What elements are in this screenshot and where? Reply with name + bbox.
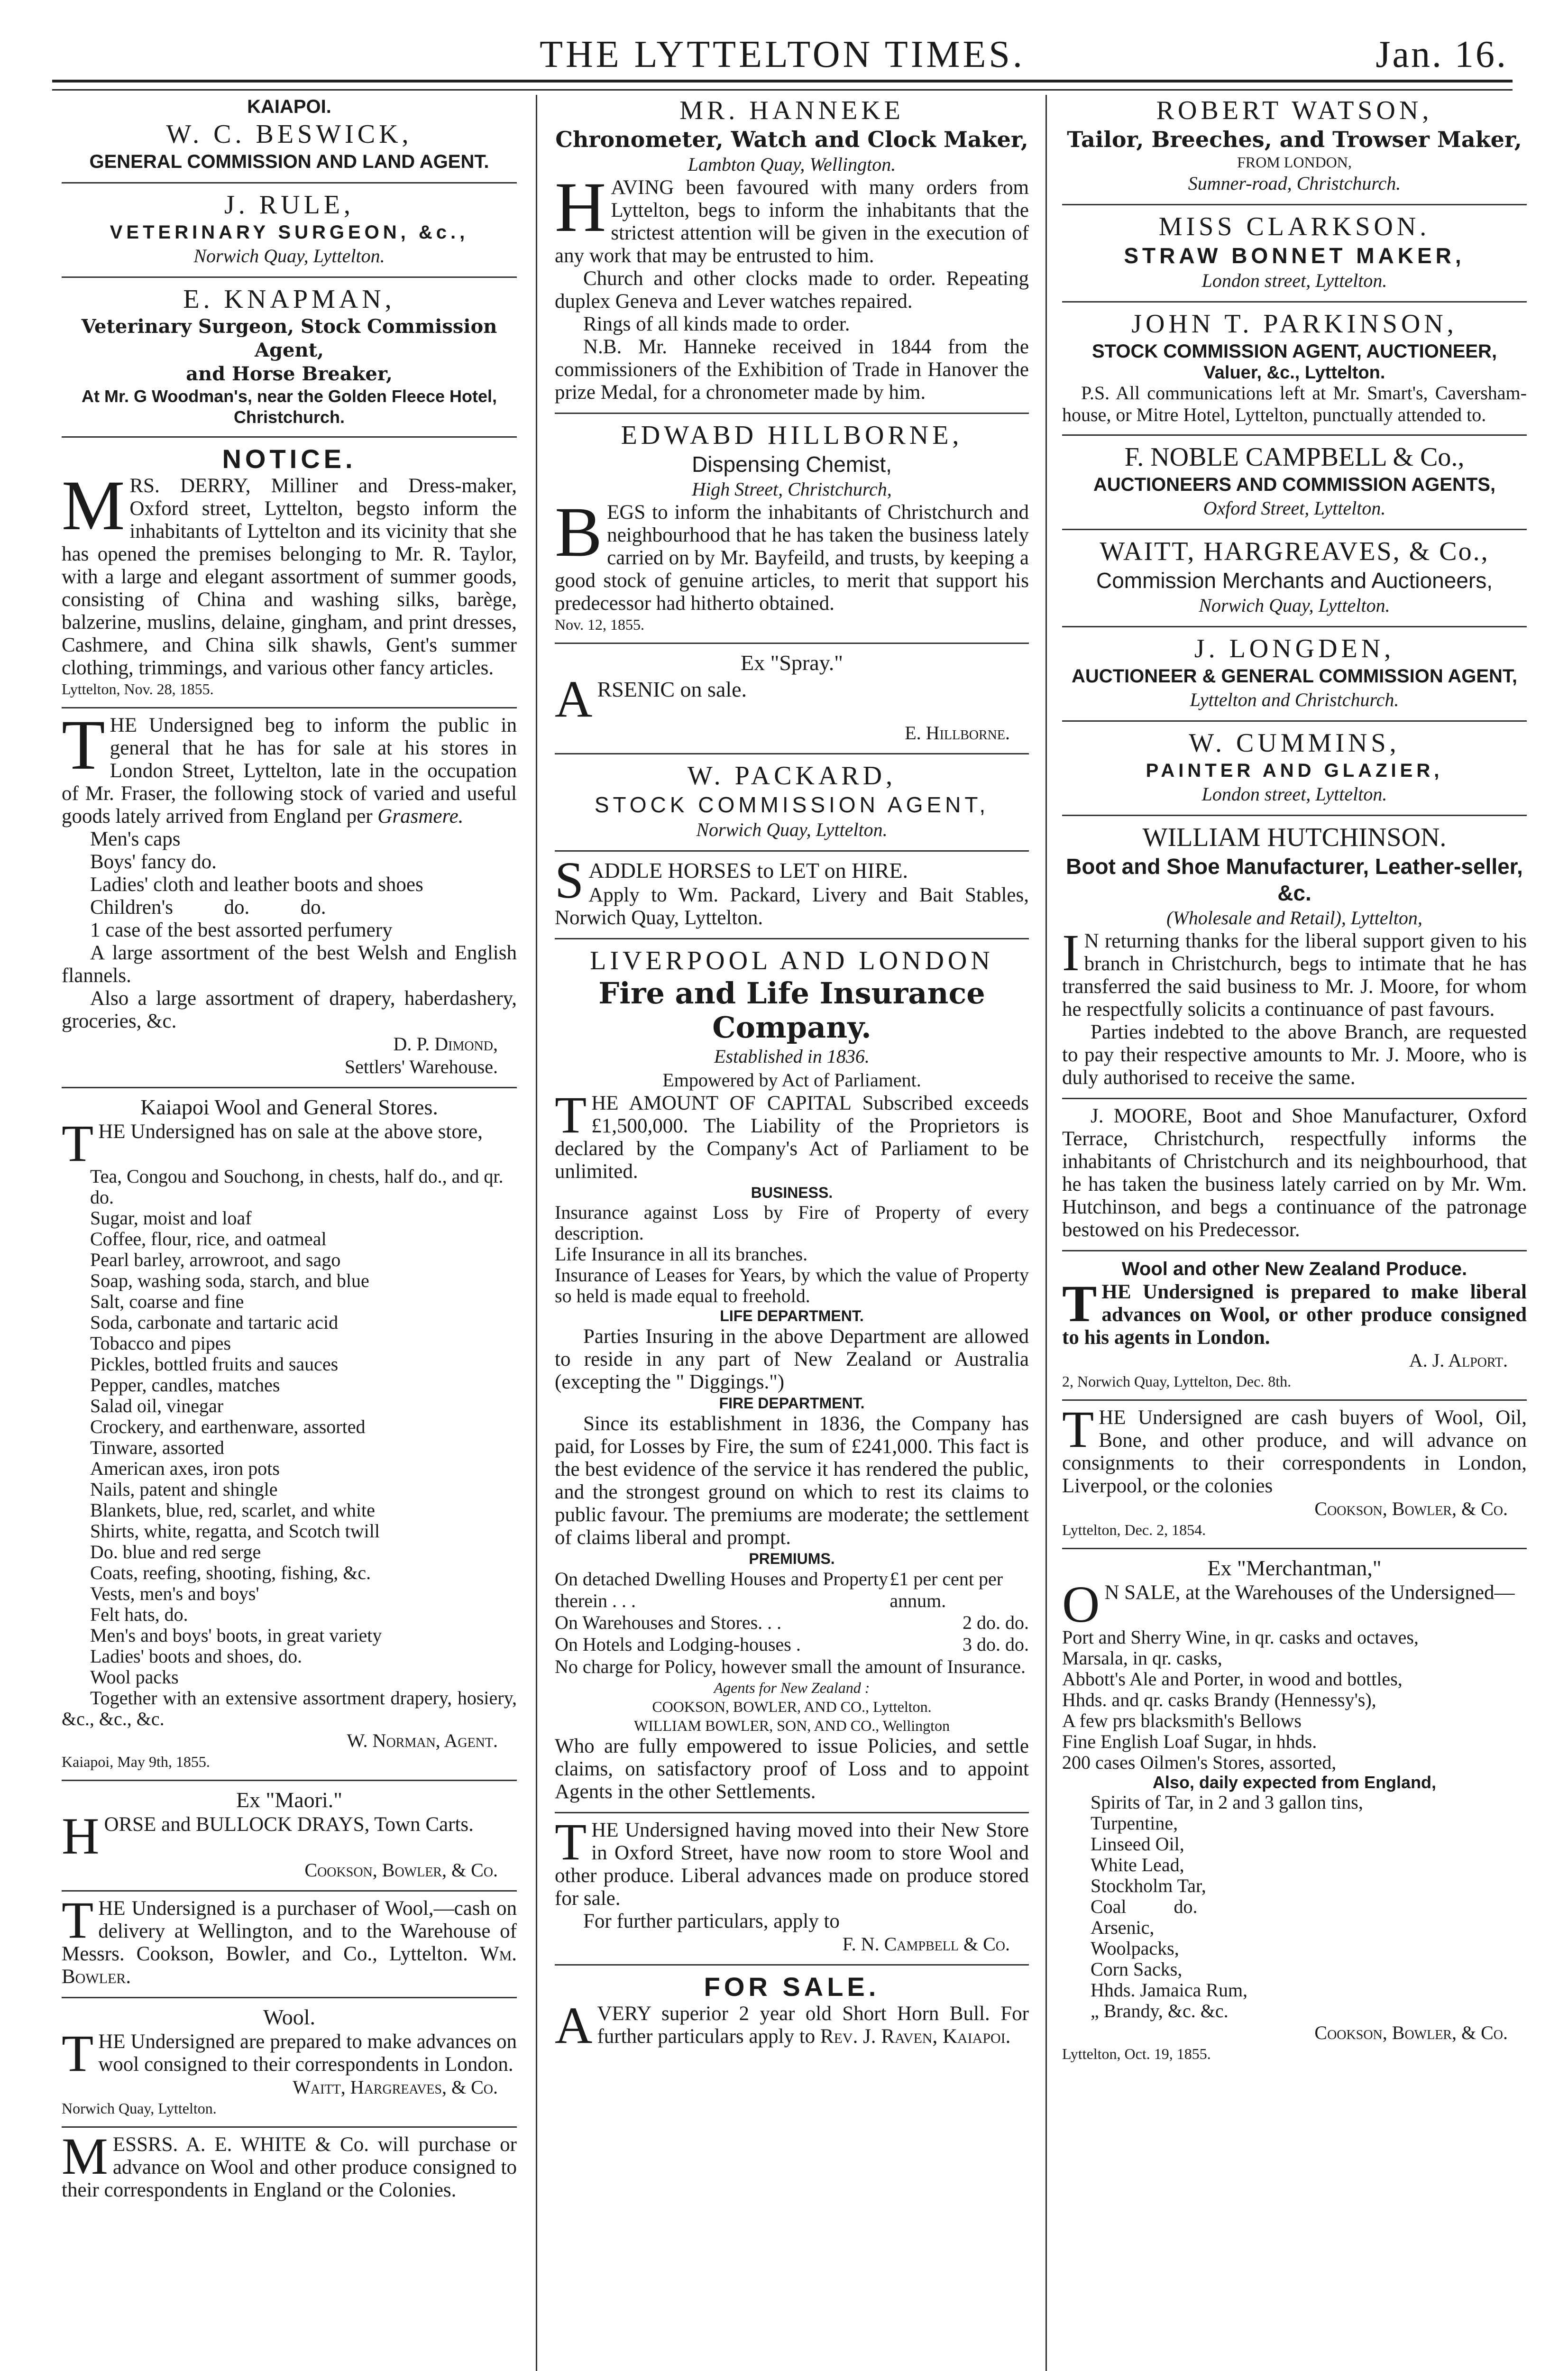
- ad-text: N SALE, at the Warehouses of the Undersigned—: [1104, 1581, 1515, 1604]
- ad-text: Also a large assortment of drapery, haberdashery, groceries, &c.: [62, 987, 517, 1032]
- drop-cap: M: [62, 466, 125, 545]
- advertiser-role: Tailor, Breeches, and Trowser Maker,: [1067, 127, 1522, 152]
- list-item: Turpentine,: [1091, 1812, 1178, 1834]
- drop-cap: A: [555, 1996, 593, 2054]
- list-item: 200 cases Oilmen's Stores, assorted,: [1062, 1752, 1337, 1773]
- drop-cap: T: [62, 2024, 94, 2082]
- ad-title: LIVERPOOL AND LONDON: [590, 946, 994, 975]
- list-item: Corn Sacks,: [1091, 1958, 1183, 1980]
- list-item: Salad oil, vinegar: [90, 1395, 224, 1416]
- ad-title: Ex "Maori.": [236, 1788, 343, 1812]
- list-item: Nails, patent and shingle: [90, 1479, 278, 1500]
- ad-text: Since its establishment in 1836, the Company has paid, for Losses by Fire, the sum of £241,000. This fact is the best evidence of the service it has rendered the public, and the strongest ground on which to rest its claims to public favour. The premiums are moderate; the settlement of claims liberal and prompt.: [555, 1413, 1029, 1549]
- advertiser-role: and Horse Breaker,: [186, 363, 393, 385]
- signature: Cookson, Bowler, & Co.: [1314, 1498, 1508, 1519]
- ad-fn-campbell: [1062, 441, 1527, 520]
- ad-text: ESSRS. A. E. WHITE & Co. will purchase or advance on Wool and other produce consigned to their correspondents in England or the Colonies.: [62, 2133, 517, 2201]
- signature: F. N. Campbell & Co.: [842, 1933, 1010, 1955]
- ad-text: HE Undersigned having moved into their New Store in Oxford Street, have now room to store Wool and other produce. Liberal advances made on produce stored for sale.: [555, 1819, 1029, 1910]
- drop-cap: H: [555, 168, 606, 247]
- list-item: Abbott's Ale and Porter, in wood and bottles,: [1062, 1668, 1403, 1690]
- advertiser-role: Valuer, &c., Lyttelton.: [1203, 363, 1385, 383]
- list-item: Woolpacks,: [1091, 1938, 1179, 1959]
- ad-text: HE Undersigned has on sale at the above store,: [98, 1121, 483, 1143]
- list-item: Soda, carbonate and tartaric acid: [90, 1312, 339, 1333]
- advertiser-name: E. KNAPMAN,: [183, 285, 395, 314]
- ad-text: Apply to Wm. Packard, Livery and Bait Stables, Norwich Quay, Lyttelton.: [555, 884, 1029, 929]
- list-item: Pepper, candles, matches: [90, 1374, 280, 1396]
- list-item: Ladies' boots and shoes, do.: [90, 1645, 303, 1667]
- act-line: Empowered by Act of Parliament.: [662, 1069, 921, 1091]
- advertiser-name: W. C. BESWICK,: [166, 119, 413, 149]
- drop-cap: T: [1062, 1400, 1094, 1458]
- list-item: Felt hats, do.: [90, 1604, 188, 1625]
- signature: W. Norman, Agent.: [347, 1730, 498, 1751]
- advertiser-role: GENERAL COMMISSION AND LAND AGENT.: [89, 151, 489, 172]
- masthead-rule: [52, 80, 1513, 91]
- advertiser-role: STOCK COMMISSION AGENT,: [594, 792, 990, 817]
- premium-rate: £1 per cent per annum.: [889, 1568, 1003, 1611]
- advertiser-role: PAINTER AND GLAZIER,: [1146, 760, 1443, 781]
- list-item: Tinware, assorted: [90, 1437, 224, 1458]
- list-item: Spirits of Tar, in 2 and 3 gallon tins,: [1091, 1792, 1363, 1813]
- advertiser-name: MR. HANNEKE: [679, 96, 904, 125]
- ad-text: A large assortment of the best Welsh and English flannels.: [62, 942, 517, 987]
- advertiser-role: Boot and Shoe Manufacturer, Leather-seller, &c.: [1066, 854, 1523, 905]
- ad-hillborne: [555, 420, 1029, 634]
- advertiser-name: WAITT, HARGREAVES, & Co.,: [1100, 537, 1489, 566]
- ad-packard: [555, 760, 1029, 842]
- ad-text: P.S. All communications left at Mr. Smart's, Caversham-house, or Mitre Hotel, Lyttelton, punctually attended to.: [1062, 382, 1527, 425]
- ad-text: EGS to inform the inhabitants of Christchurch and neighbourhood that he has taken the business lately carried on by Mr. Bayfeild, and trusts, by keeping a good stock of genuine articles, to merit that support his predecessor had hitherto obtained.: [555, 501, 1029, 615]
- drop-cap: T: [62, 1114, 94, 1172]
- list-item: Marsala, in qr. casks,: [1062, 1647, 1222, 1669]
- list-item: Hhds. and qr. casks Brandy (Hennessy's),: [1062, 1689, 1376, 1710]
- column-2: [555, 95, 1029, 2371]
- list-item: Tobacco and pipes: [90, 1333, 231, 1354]
- ad-for-sale: [555, 1971, 1029, 2054]
- advertiser-name: JOHN T. PARKINSON,: [1131, 309, 1458, 339]
- advertiser-role: STRAW BONNET MAKER,: [1124, 243, 1465, 268]
- address: Norwich Quay, Lyttelton.: [62, 2100, 217, 2117]
- list-item: Coats, reefing, shooting, fishing, &c.: [90, 1562, 371, 1583]
- ad-text: For further particulars, apply to: [583, 1910, 840, 1932]
- ad-text: N returning thanks for the liberal support given to his branch in Christchurch, begs to intimate that he has transferred the said business to Mr. J. Moore, for whom he respectfully solicits a continuance of past favours.: [1062, 930, 1527, 1020]
- address: Norwich Quay, Lyttelton.: [1199, 595, 1390, 616]
- premium-label: On Warehouses and Stores. . .: [555, 1612, 782, 1633]
- ad-text: Together with an extensive assortment drapery, hosiery, &c., &c., &c.: [62, 1687, 517, 1729]
- ad-text: ORSE and BULLOCK DRAYS, Town Carts.: [104, 1813, 474, 1836]
- drop-cap: T: [62, 1891, 94, 1949]
- ad-beswick: [62, 95, 517, 174]
- ad-derry: [62, 443, 517, 698]
- address: London street, Lyttelton.: [1201, 783, 1387, 805]
- ad-text: No charge for Policy, however small the amount of Insurance.: [555, 1656, 1026, 1677]
- ad-knapman: [62, 284, 517, 428]
- list-item: Vests, men's and boys': [90, 1583, 259, 1604]
- ad-bowler: [62, 1891, 517, 1988]
- column-rule-1: [536, 95, 537, 2371]
- ad-text: Parties indebted to the above Branch, are requested to pay their respective amounts to Mr. J. Moore, who is duly authorised to receive the same.: [1062, 1021, 1527, 1089]
- list-item: Ladies' cloth and leather boots and shoes: [90, 873, 423, 896]
- advertiser-role: AUCTIONEER & GENERAL COMMISSION AGENT,: [1071, 666, 1518, 687]
- ad-date: Lyttelton, Nov. 28, 1855.: [62, 680, 214, 698]
- signature: Wm. Bowler.: [62, 1943, 517, 1988]
- drop-cap: T: [555, 1813, 587, 1871]
- ad-text: HE Undersigned are cash buyers of Wool, Oil, Bone, and other produce, and will advance on consignments to their correspondents in London, Liverpool, or the colonies: [1062, 1406, 1527, 1497]
- signature: E. Hillborne.: [905, 722, 1010, 744]
- advertiser-name: EDWABD HILLBORNE,: [621, 421, 963, 450]
- advertiser-name: W. PACKARD,: [687, 761, 897, 790]
- list-item: Blankets, blue, red, scarlet, and white: [90, 1499, 375, 1521]
- advertiser-name: J. RULE,: [224, 190, 354, 220]
- ad-date: Lyttelton, Dec. 2, 1854.: [1062, 1521, 1206, 1538]
- ad-text: HE AMOUNT OF CAPITAL Subscribed exceeds £1,500,000. The Liability of the Proprietors is declared by the Company's Act of Parliament to be unlimited.: [555, 1092, 1029, 1183]
- list-item: White Lead,: [1091, 1854, 1184, 1875]
- list-item: Linseed Oil,: [1091, 1833, 1184, 1855]
- address: Norwich Quay, Lyttelton.: [696, 819, 888, 840]
- drop-cap: T: [555, 1086, 587, 1144]
- ad-title: Ex "Merchantman,": [1207, 1556, 1382, 1580]
- ad-hutchinson: [1062, 822, 1527, 1089]
- list-item: Children's do. do.: [90, 896, 326, 919]
- agent: WILLIAM BOWLER, SON, AND CO., Wellington: [633, 1717, 950, 1734]
- drop-cap: I: [1062, 924, 1080, 982]
- drop-cap: M: [62, 2127, 108, 2185]
- list-item: Coal do.: [1091, 1896, 1198, 1917]
- list-item: Port and Sherry Wine, in qr. casks and octaves,: [1062, 1627, 1419, 1648]
- list-item: Do. blue and red serge: [90, 1541, 261, 1562]
- advertiser-name: F. NOBLE CAMPBELL & Co.,: [1124, 442, 1465, 472]
- ad-text: HE Undersigned beg to inform the public in general that he has for sale at his stores in London Street, Lyttelton, late in the occupation of Mr. Fraser, the following stock of varied and useful goods lately arrived from England per: [62, 714, 517, 827]
- ad-text: Church and other clocks made to order. Repeating duplex Geneva and Lever watches repaired.: [555, 267, 1029, 312]
- ad-parkinson: [1062, 308, 1527, 426]
- ship-name: Grasmere.: [377, 805, 464, 827]
- ad-wool: [62, 2004, 517, 2118]
- issue-date: Jan. 16.: [1375, 34, 1508, 75]
- drop-cap: O: [1062, 1575, 1100, 1633]
- address: Sumner-road, Christchurch.: [1188, 173, 1401, 194]
- ad-text: Rings of all kinds made to order.: [583, 313, 850, 335]
- address: Lyttelton and Christchurch.: [1190, 689, 1399, 710]
- section-heading: BUSINESS.: [751, 1184, 833, 1201]
- ad-cummins: [1062, 727, 1527, 806]
- address: Oxford Street, Lyttelton.: [1203, 497, 1386, 519]
- ad-text: HE Undersigned is a purchaser of Wool,—cash on delivery at Wellington, and to the Warehouse of Messrs. Cookson, Bowler, and Co., Lyttelton.: [62, 1897, 517, 1965]
- ad-text: HE Undersigned is prepared to make liberal advances on Wool, or other produce consigned to his agents in London.: [1062, 1281, 1527, 1349]
- section-heading: PREMIUMS.: [749, 1550, 835, 1567]
- list-item: Pearl barley, arrowroot, and sago: [90, 1249, 341, 1270]
- list-item: Coffee, flour, rice, and oatmeal: [90, 1228, 327, 1250]
- premium-label: On Hotels and Lodging-houses .: [555, 1634, 801, 1655]
- ad-title: Ex "Spray.": [741, 651, 843, 675]
- advertiser-role: STOCK COMMISSION AGENT, AUCTIONEER,: [1091, 341, 1497, 362]
- signature: A. J. Alport.: [1409, 1350, 1508, 1371]
- drop-cap: B: [555, 493, 603, 571]
- ad-hanneke: [555, 95, 1029, 404]
- list-item: Soap, washing soda, starch, and blue: [90, 1270, 369, 1291]
- ad-title: Kaiapoi Wool and General Stores.: [140, 1095, 438, 1119]
- list-item: Arsenic,: [1091, 1917, 1155, 1938]
- address: Norwich Quay, Lyttelton.: [193, 245, 385, 267]
- list-item: Fine English Loaf Sugar, in hhds.: [1062, 1731, 1317, 1752]
- from-line: FROM LONDON,: [1237, 154, 1352, 171]
- ad-longden: [1062, 633, 1527, 712]
- section-heading: Also, daily expected from England,: [1152, 1773, 1437, 1792]
- ad-text: RS. DERRY, Milliner and Dress-maker, Oxford street, Lyttelton, begsto inform the inhabitants of Lyttelton and its vicinity that she has opened the premises belonging to Mr. R. Taylor, with a large and elegant assortment of summer goods, consisting of China and washing silks, barège, balzerine, muslins, delaine, gingham, and print dresses, Cashmere, and China silk shawls, Gent's summer clothing, trimmings, and various other fancy articles.: [62, 475, 517, 679]
- ad-text: ADDLE HORSES to LET on HIRE.: [588, 858, 908, 882]
- ad-text: Insurance against Loss by Fire of Property of every description.: [555, 1202, 1029, 1244]
- ad-text: HE Undersigned are prepared to make advances on wool consigned to their correspondents in London.: [98, 2031, 517, 2076]
- ad-waitt: [1062, 536, 1527, 617]
- list-item: Hhds. Jamaica Rum,: [1091, 1979, 1248, 2001]
- ad-text: Who are fully empowered to issue Policies, and settle claims, on satisfactory proof of Loss and to appoint Agents in the other Settlements.: [555, 1735, 1029, 1803]
- advertiser-name: MISS CLARKSON.: [1158, 212, 1430, 241]
- list-item: Men's and boys' boots, in great variety: [90, 1625, 382, 1646]
- list-item: Stockholm Tar,: [1091, 1875, 1206, 1896]
- list-item: „ Brandy, &c. &c.: [1091, 2000, 1229, 2022]
- signature: Cookson, Bowler, & Co.: [304, 1859, 498, 1881]
- ad-saddle-horses: [555, 851, 1029, 929]
- ad-alport: [1062, 1257, 1527, 1391]
- place: KAIAPOI.: [247, 96, 331, 117]
- ad-insurance: [555, 945, 1029, 1803]
- ad-rule: [62, 189, 517, 268]
- advertiser-name: ROBERT WATSON,: [1156, 96, 1433, 125]
- ad-title: Wool.: [263, 2005, 315, 2029]
- drop-cap: A: [555, 670, 593, 728]
- drop-cap: S: [555, 851, 584, 909]
- ad-maori: [62, 1787, 517, 1882]
- ad-dimond: [62, 706, 517, 1078]
- advertiser-role: Veterinary Surgeon, Stock Commission Agent,: [81, 315, 497, 361]
- ad-moore: [1062, 1105, 1527, 1241]
- list-item: Pickles, bottled fruits and sauces: [90, 1353, 339, 1375]
- ad-text: RSENIC on sale.: [597, 677, 747, 701]
- newspaper-title: THE LYTTELTON TIMES.: [540, 34, 1025, 75]
- list-item: Shirts, white, regatta, and Scotch twill: [90, 1520, 380, 1542]
- advertiser-name: WILLIAM HUTCHINSON.: [1142, 823, 1447, 852]
- advertiser-role: VETERINARY SURGEON, &c.,: [110, 222, 469, 243]
- company-name: Fire and Life Insurance Company.: [598, 976, 985, 1045]
- ad-date: Lyttelton, Oct. 19, 1855.: [1062, 2045, 1211, 2062]
- ad-title: Wool and other New Zealand Produce.: [1121, 1259, 1467, 1279]
- ad-watson: [1062, 95, 1527, 195]
- ad-text: Parties Insuring in the above Department are allowed to reside in any part of New Zealand or Australia (excepting the " Diggings."): [555, 1325, 1029, 1393]
- ad-white: [62, 2127, 517, 2202]
- advertiser-role: Chronometer, Watch and Clock Maker,: [555, 127, 1028, 152]
- masthead: [52, 28, 1513, 85]
- ad-spray: [555, 650, 1029, 744]
- list-item: Crockery, and earthenware, assorted: [90, 1416, 366, 1437]
- notice-title: NOTICE.: [222, 444, 357, 474]
- agent: COOKSON, BOWLER, AND CO., Lyttelton.: [652, 1698, 932, 1715]
- signature: Settlers' Warehouse.: [344, 1056, 498, 1077]
- advertiser-name: J. LONGDEN,: [1194, 634, 1395, 663]
- list-item: Tea, Congou and Souchong, in chests, half do., and qr. do.: [90, 1166, 504, 1208]
- ad-date: Nov. 12, 1855.: [555, 616, 645, 633]
- list-item: Salt, coarse and fine: [90, 1291, 244, 1312]
- list-item: Boys' fancy do.: [90, 851, 217, 873]
- drop-cap: T: [62, 706, 105, 784]
- advertiser-role: AUCTIONEERS AND COMMISSION AGENTS,: [1093, 474, 1496, 495]
- advertiser-name: W. CUMMINS,: [1189, 728, 1400, 758]
- agents-heading: Agents for New Zealand :: [714, 1679, 870, 1696]
- list-item: American axes, iron pots: [90, 1458, 280, 1479]
- address: High Street, Christchurch,: [692, 478, 892, 500]
- drop-cap: H: [62, 1807, 100, 1865]
- ad-merchantman: [1062, 1555, 1527, 2063]
- ad-text: N.B. Mr. Hanneke received in 1844 from the commissioners of the Exhibition of Trade in Hanover the prize Medal, for a chronometer made by him.: [555, 336, 1029, 404]
- ad-text: VERY superior 2 year old Short Horn Bull. For further particulars apply to: [597, 2003, 1029, 2048]
- address: London street, Lyttelton.: [1201, 270, 1387, 291]
- section-heading: FIRE DEPARTMENT.: [719, 1395, 865, 1412]
- list-item: Wool packs: [90, 1666, 179, 1688]
- column-1: [62, 95, 517, 2371]
- signature: D. P. Dimond,: [393, 1033, 498, 1055]
- ad-cash-buyers: [1062, 1400, 1527, 1539]
- ad-text: AVING been favoured with many orders from Lyttelton, begs to inform the inhabitants that the strictest attention will be given in the execution of any work that may be entrusted to him.: [555, 176, 1029, 267]
- signature: Waitt, Hargreaves, & Co.: [293, 2077, 498, 2098]
- column-rule-2: [1045, 95, 1047, 2371]
- address: At Mr. G Woodman's, near the Golden Fleece Hotel, Christchurch.: [81, 386, 497, 427]
- list-item: 1 case of the best assorted perfumery: [90, 919, 393, 941]
- drop-cap: T: [1062, 1275, 1097, 1333]
- address: (Wholesale and Retail), Lyttelton,: [1166, 907, 1422, 928]
- signature: Cookson, Bowler, & Co.: [1314, 2022, 1508, 2043]
- premium-rate: 3 do. do.: [963, 1634, 1029, 1655]
- signature: Rev. J. Raven, Kaiapoi.: [820, 2025, 1011, 2048]
- established: Established in 1836.: [714, 1046, 870, 1067]
- premium-label: On detached Dwelling Houses and Property therein . . .: [555, 1568, 889, 1611]
- ad-date: 2, Norwich Quay, Lyttelton, Dec. 8th.: [1062, 1373, 1292, 1390]
- ad-text: Life Insurance in all its branches.: [555, 1243, 808, 1265]
- ad-clarkson: [1062, 211, 1527, 293]
- advertiser-role: Dispensing Chemist,: [692, 452, 892, 477]
- ad-text: Insurance of Leases for Years, by which the value of Property so held is made equal to freehold.: [555, 1264, 1029, 1306]
- ad-date: Kaiapoi, May 9th, 1855.: [62, 1753, 210, 1770]
- ad-kaiapoi-stores: [62, 1094, 517, 1771]
- section-heading: LIFE DEPARTMENT.: [720, 1307, 864, 1324]
- address: Lambton Quay, Wellington.: [688, 154, 896, 175]
- advertiser-role: Commission Merchants and Auctioneers,: [1096, 568, 1493, 593]
- ad-campbell: [555, 1813, 1029, 1956]
- ad-title: FOR SALE.: [704, 1972, 880, 2002]
- ad-text: J. MOORE, Boot and Shoe Manufacturer, Oxford Terrace, Christchurch, respectfully informs the inhabitants of Christchurch and its neighbourhood, that he has taken the business lately carried on by Mr. Wm. Hutchinson, and begs a continuance of the patronage bestowed on his Predecessor.: [1062, 1105, 1527, 1241]
- column-3: [1062, 95, 1527, 2371]
- list-item: Sugar, moist and loaf: [90, 1207, 252, 1229]
- list-item: Men's caps: [90, 828, 181, 850]
- premium-rate: 2 do. do.: [963, 1612, 1029, 1633]
- list-item: A few prs blacksmith's Bellows: [1062, 1710, 1302, 1731]
